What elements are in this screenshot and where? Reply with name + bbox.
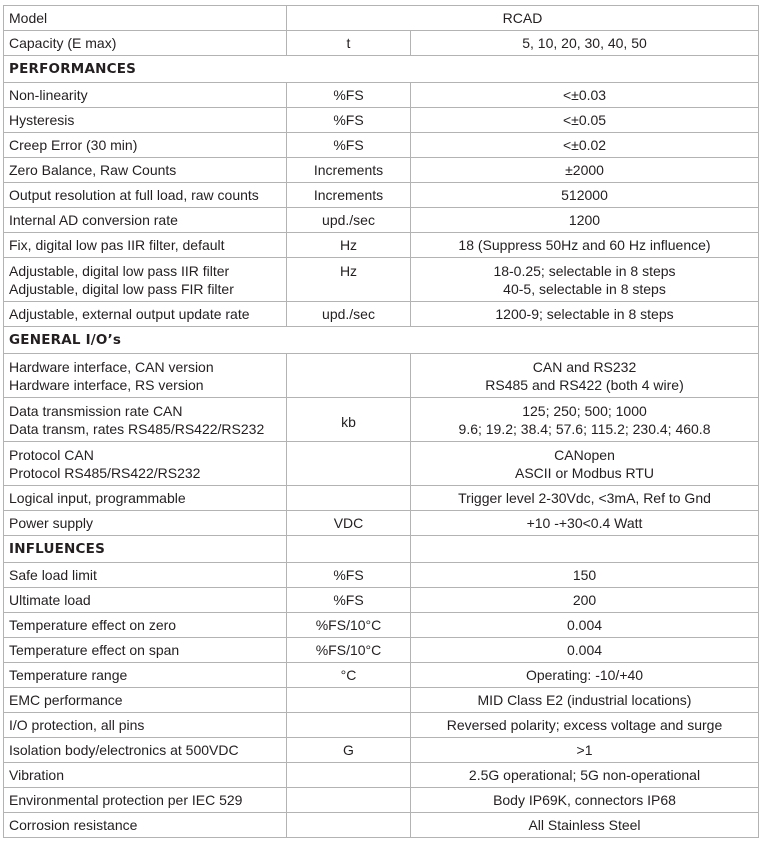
spec-unit: G [287, 738, 411, 763]
spec-value [411, 302, 759, 327]
spec-value-line: 1200 [568, 212, 601, 228]
section-header-row [4, 327, 759, 354]
spec-value-line: 512000 [561, 187, 608, 203]
spec-value-line: Reversed polarity; excess voltage and surge [446, 717, 723, 733]
spec-label-line: Environmental protection per IEC 529 [9, 792, 243, 808]
spec-unit [287, 788, 411, 813]
spec-value [411, 563, 759, 588]
spec-label [4, 133, 287, 158]
spec-label [4, 398, 287, 442]
spec-value [411, 354, 759, 398]
spec-value-line: 40-5, selectable in 8 steps [503, 281, 666, 297]
spec-value [411, 208, 759, 233]
spec-value [411, 588, 759, 613]
spec-label-line: Hysteresis [9, 112, 75, 128]
spec-value [411, 688, 759, 713]
spec-value-line: <±0.03 [562, 87, 607, 103]
spec-label-line: Temperature effect on zero [9, 617, 177, 633]
spec-label-line: Creep Error (30 min) [9, 137, 138, 153]
spec-unit: %FS [287, 563, 411, 588]
model-value: RCAD [287, 6, 759, 31]
spec-unit: %FS [287, 83, 411, 108]
spec-label-line: Adjustable, digital low pass FIR filter [9, 281, 234, 297]
spec-label-line: Temperature effect on span [9, 642, 180, 658]
spec-label [4, 233, 287, 258]
spec-unit [287, 713, 411, 738]
spec-row [4, 613, 759, 638]
section-header-row [4, 536, 759, 563]
spec-row [4, 511, 759, 536]
spec-value [411, 133, 759, 158]
spec-label-line: Protocol CAN [9, 447, 94, 463]
spec-value [411, 83, 759, 108]
spec-label [4, 563, 287, 588]
spec-unit: upd./sec [287, 208, 411, 233]
spec-row [4, 563, 759, 588]
spec-label [4, 442, 287, 486]
spec-row [4, 663, 759, 688]
spec-value-line: RS485 and RS422 (both 4 wire) [485, 377, 684, 393]
spec-label-line: Zero Balance, Raw Counts [9, 162, 177, 178]
spec-row [4, 183, 759, 208]
spec-value [411, 638, 759, 663]
spec-row [4, 108, 759, 133]
spec-value-line: 200 [572, 592, 597, 608]
spec-label-line: Non-linearity [9, 87, 88, 103]
spec-value-line: Operating: -10/+40 [525, 667, 644, 683]
spec-value [411, 258, 759, 302]
spec-unit [287, 813, 411, 838]
spec-value-line: 125; 250; 500; 1000 [522, 403, 647, 419]
spec-label-line: EMC performance [9, 692, 123, 708]
spec-value-line: CAN and RS232 [532, 359, 637, 375]
spec-value [411, 442, 759, 486]
spec-row [4, 233, 759, 258]
spec-value [411, 511, 759, 536]
spec-label [4, 486, 287, 511]
empty-cell [287, 536, 411, 563]
spec-label [4, 108, 287, 133]
spec-value-line: +10 -+30<0.4 Watt [526, 515, 643, 531]
spec-row [4, 788, 759, 813]
spec-value [411, 158, 759, 183]
spec-value [411, 233, 759, 258]
spec-row [4, 713, 759, 738]
spec-unit: upd./sec [287, 302, 411, 327]
spec-label [4, 183, 287, 208]
spec-row [4, 638, 759, 663]
spec-row [4, 486, 759, 511]
spec-label-line: Isolation body/electronics at 500VDC [9, 742, 239, 758]
spec-value [411, 108, 759, 133]
spec-value-line: <±0.05 [562, 112, 607, 128]
spec-value-line: <±0.02 [562, 137, 607, 153]
spec-label-line: Hardware interface, RS version [9, 377, 204, 393]
spec-table-body [4, 6, 759, 838]
spec-label-line: Power supply [9, 515, 94, 531]
spec-label [4, 788, 287, 813]
spec-value-line: Trigger level 2-30Vdc, <3mA, Ref to Gnd [458, 490, 711, 506]
spec-label-line: Internal AD conversion rate [9, 212, 178, 228]
spec-value-line: 2.5G operational; 5G non-operational [468, 767, 701, 783]
spec-row [4, 208, 759, 233]
spec-label-line: Temperature range [9, 667, 128, 683]
spec-unit: %FS [287, 588, 411, 613]
spec-row [4, 763, 759, 788]
section-title: GENERAL I/O’s [4, 327, 759, 354]
spec-label-line: Safe load limit [9, 567, 97, 583]
spec-label-line: Adjustable, digital low pass IIR filter [9, 263, 230, 279]
spec-row [4, 738, 759, 763]
spec-label-line: Data transm, rates RS485/RS422/RS232 [9, 421, 265, 437]
spec-label [4, 302, 287, 327]
spec-label [4, 688, 287, 713]
spec-row [4, 688, 759, 713]
spec-label [4, 258, 287, 302]
spec-value-line: 0.004 [566, 642, 603, 658]
spec-label-line: Logical input, programmable [9, 490, 186, 506]
spec-row [4, 588, 759, 613]
spec-unit: Hz [287, 233, 411, 258]
spec-unit [287, 486, 411, 511]
spec-label [4, 638, 287, 663]
spec-row [4, 398, 759, 442]
spec-value-line: Body IP69K, connectors IP68 [493, 792, 676, 808]
spec-row [4, 258, 759, 302]
spec-value [411, 738, 759, 763]
section-header-row [4, 56, 759, 83]
spec-value [411, 813, 759, 838]
spec-label [4, 713, 287, 738]
spec-row [4, 158, 759, 183]
spec-label-line: Adjustable, external output update rate [9, 306, 250, 322]
spec-value [411, 713, 759, 738]
spec-unit: VDC [287, 511, 411, 536]
capacity-unit: t [287, 31, 411, 56]
spec-label-line: Output resolution at full load, raw counts [9, 187, 259, 203]
spec-row [4, 813, 759, 838]
spec-value-line: 9.6; 19.2; 38.4; 57.6; 115.2; 230.4; 460.8 [458, 421, 711, 437]
spec-value-line: ASCII or Modbus RTU [515, 465, 655, 481]
spec-value-line: 150 [572, 567, 597, 583]
spec-row [4, 354, 759, 398]
spec-value [411, 398, 759, 442]
spec-label-line: I/O protection, all pins [9, 717, 145, 733]
spec-label [4, 208, 287, 233]
spec-label-line: Corrosion resistance [9, 817, 138, 833]
spec-value-line: CANopen [554, 447, 615, 463]
spec-label [4, 83, 287, 108]
spec-value-line: 1200-9; selectable in 8 steps [495, 306, 674, 322]
spec-value [411, 183, 759, 208]
capacity-row [4, 31, 759, 56]
spec-unit: %FS [287, 108, 411, 133]
spec-label-line: Protocol RS485/RS422/RS232 [9, 465, 201, 481]
spec-value [411, 788, 759, 813]
spec-label-line: Fix, digital low pas IIR filter, default [9, 237, 225, 253]
section-title: PERFORMANCES [4, 56, 759, 83]
spec-row [4, 133, 759, 158]
spec-label [4, 158, 287, 183]
empty-cell [411, 536, 759, 563]
spec-value-line: 18 (Suppress 50Hz and 60 Hz influence) [458, 237, 711, 253]
spec-label [4, 738, 287, 763]
model-row [4, 6, 759, 31]
spec-value [411, 613, 759, 638]
spec-value-line: 18-0.25; selectable in 8 steps [493, 263, 676, 279]
spec-unit: Increments [287, 183, 411, 208]
spec-row [4, 83, 759, 108]
spec-table [3, 5, 759, 838]
spec-row [4, 302, 759, 327]
model-label: Model [4, 6, 287, 31]
spec-unit [287, 763, 411, 788]
spec-value-line: 0.004 [566, 617, 603, 633]
spec-row [4, 442, 759, 486]
spec-label [4, 813, 287, 838]
spec-value-line: >1 [576, 742, 593, 758]
spec-label [4, 588, 287, 613]
spec-label [4, 763, 287, 788]
spec-unit [287, 354, 411, 398]
spec-value-line: ±2000 [565, 162, 604, 178]
spec-unit: Increments [287, 158, 411, 183]
spec-label-line: Ultimate load [9, 592, 91, 608]
spec-label-line: Hardware interface, CAN version [9, 359, 214, 375]
spec-label [4, 613, 287, 638]
spec-unit: %FS/10°C [287, 613, 411, 638]
spec-unit: °C [287, 663, 411, 688]
spec-label [4, 511, 287, 536]
spec-value-line: All Stainless Steel [528, 817, 641, 833]
spec-label [4, 663, 287, 688]
spec-unit [287, 442, 411, 486]
spec-label-line: Data transmission rate CAN [9, 403, 183, 419]
spec-unit: kb [287, 398, 411, 442]
spec-unit: %FS/10°C [287, 638, 411, 663]
section-title: INFLUENCES [4, 536, 287, 563]
spec-value [411, 486, 759, 511]
capacity-label: Capacity (E max) [4, 31, 287, 56]
spec-value [411, 763, 759, 788]
spec-value-line: MID Class E2 (industrial locations) [477, 692, 692, 708]
spec-unit: Hz [287, 258, 411, 302]
capacity-value: 5, 10, 20, 30, 40, 50 [411, 31, 759, 56]
spec-unit [287, 688, 411, 713]
spec-label-line: Vibration [9, 767, 65, 783]
spec-value [411, 663, 759, 688]
spec-unit: %FS [287, 133, 411, 158]
spec-label [4, 354, 287, 398]
